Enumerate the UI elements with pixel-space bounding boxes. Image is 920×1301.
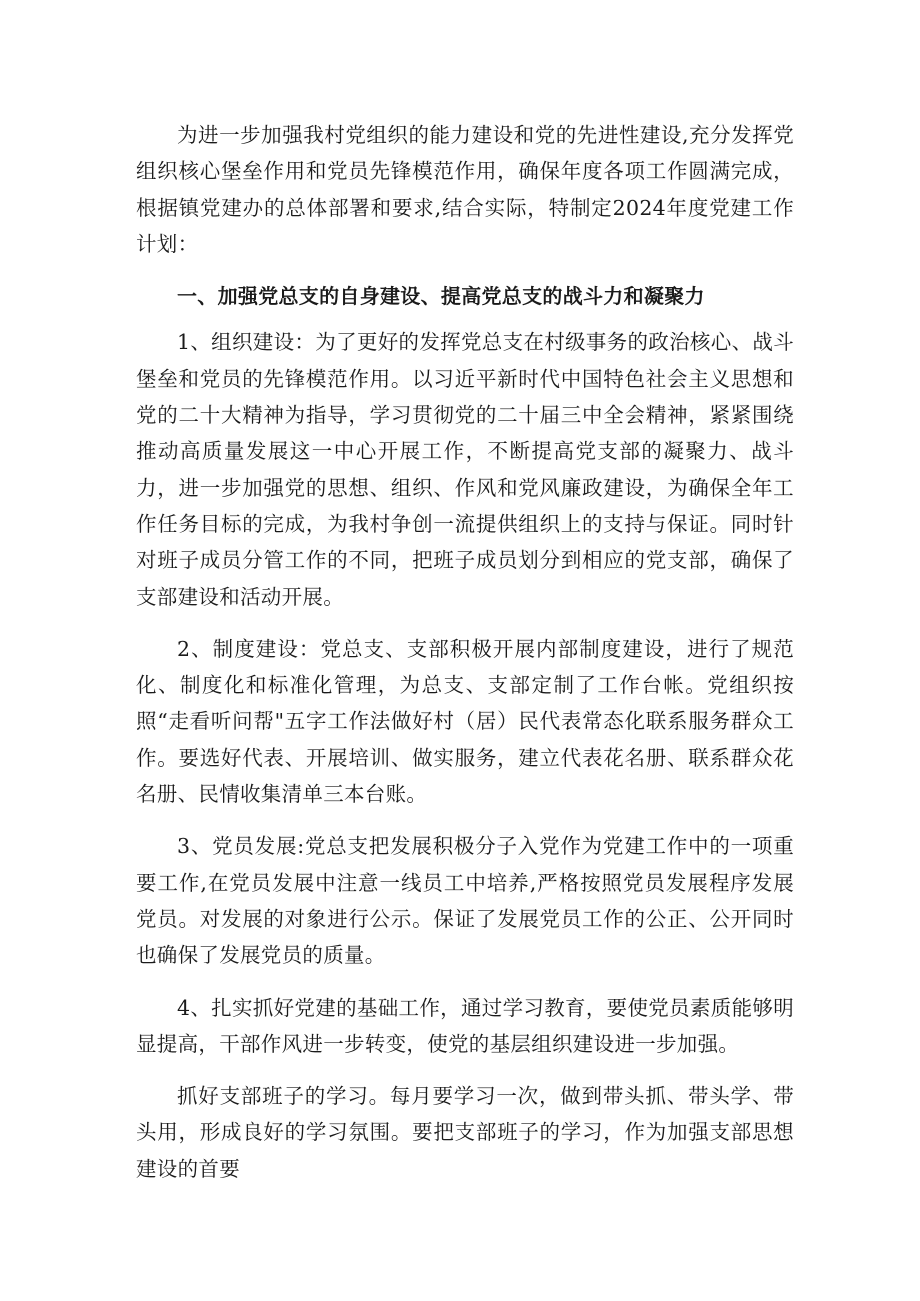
- paragraph-basic-work: 4、扎实抓好党建的基础工作，通过学习教育，要使党员素质能够明显提高，干部作风进一步转变，使党的基层组织建设进一步加强。: [136, 995, 794, 1056]
- intro-paragraph: 为进一步加强我村党组织的能力建设和党的先进性建设,充分发挥党组织核心堡垒作用和党员先锋模范作用，确保年度各项工作圆满完成，根据镇党建办的总体部署和要求,结合实际，特制定2024年度党建工作计划：: [136, 123, 794, 256]
- paragraph-team-study: 抓好支部班子的学习。每月要学习一次，做到带头抓、带头学、带头用，形成良好的学习氛围。要把支部班子的学习，作为加强支部思想建设的首要: [136, 1084, 794, 1181]
- section-heading-1: 一、加强党总支的自身建设、提高党总支的战斗力和凝聚力: [177, 284, 705, 309]
- paragraph-organization-building: 1、组织建设：为了更好的发挥党总支在村级事务的政治核心、战斗堡垒和党员的先锋模范作用。以习近平新时代中国特色社会主义思想和党的二十大精神为指导，学习贯彻党的二十届三中全会精神，紧紧围绕推动高质量发展这一中心开展工作，不断提高党支部的凝聚力、战斗力，进一步加强党的思想、组织、作风和党风廉政建设，为确保全年工作任务目标的完成，为我村争创一流提供组织上的支持与保证。同时针对班子成员分管工作的不同，把班子成员划分到相应的党支部，确保了支部建设和活动开展。: [136, 330, 794, 609]
- paragraph-member-development: 3、党员发展:党总支把发展积极分子入党作为党建工作中的一项重要工作,在党员发展中注意一线员工中培养,严格按照党员发展程序发展党员。对发展的对象进行公示。保证了发展党员工作的公正、公开同时也确保了发展党员的质量。: [136, 834, 794, 968]
- paragraph-system-building: 2、制度建设：党总支、支部积极开展内部制度建设，进行了规范化、制度化和标准化管理，为总支、支部定制了工作台帐。党组织按照“走看听问帮"五字工作法做好村（居）民代表常态化联系服务群众工作。要选好代表、开展培训、做实服务，建立代表花名册、联系群众花名册、民情收集清单三本台账。: [136, 636, 794, 807]
